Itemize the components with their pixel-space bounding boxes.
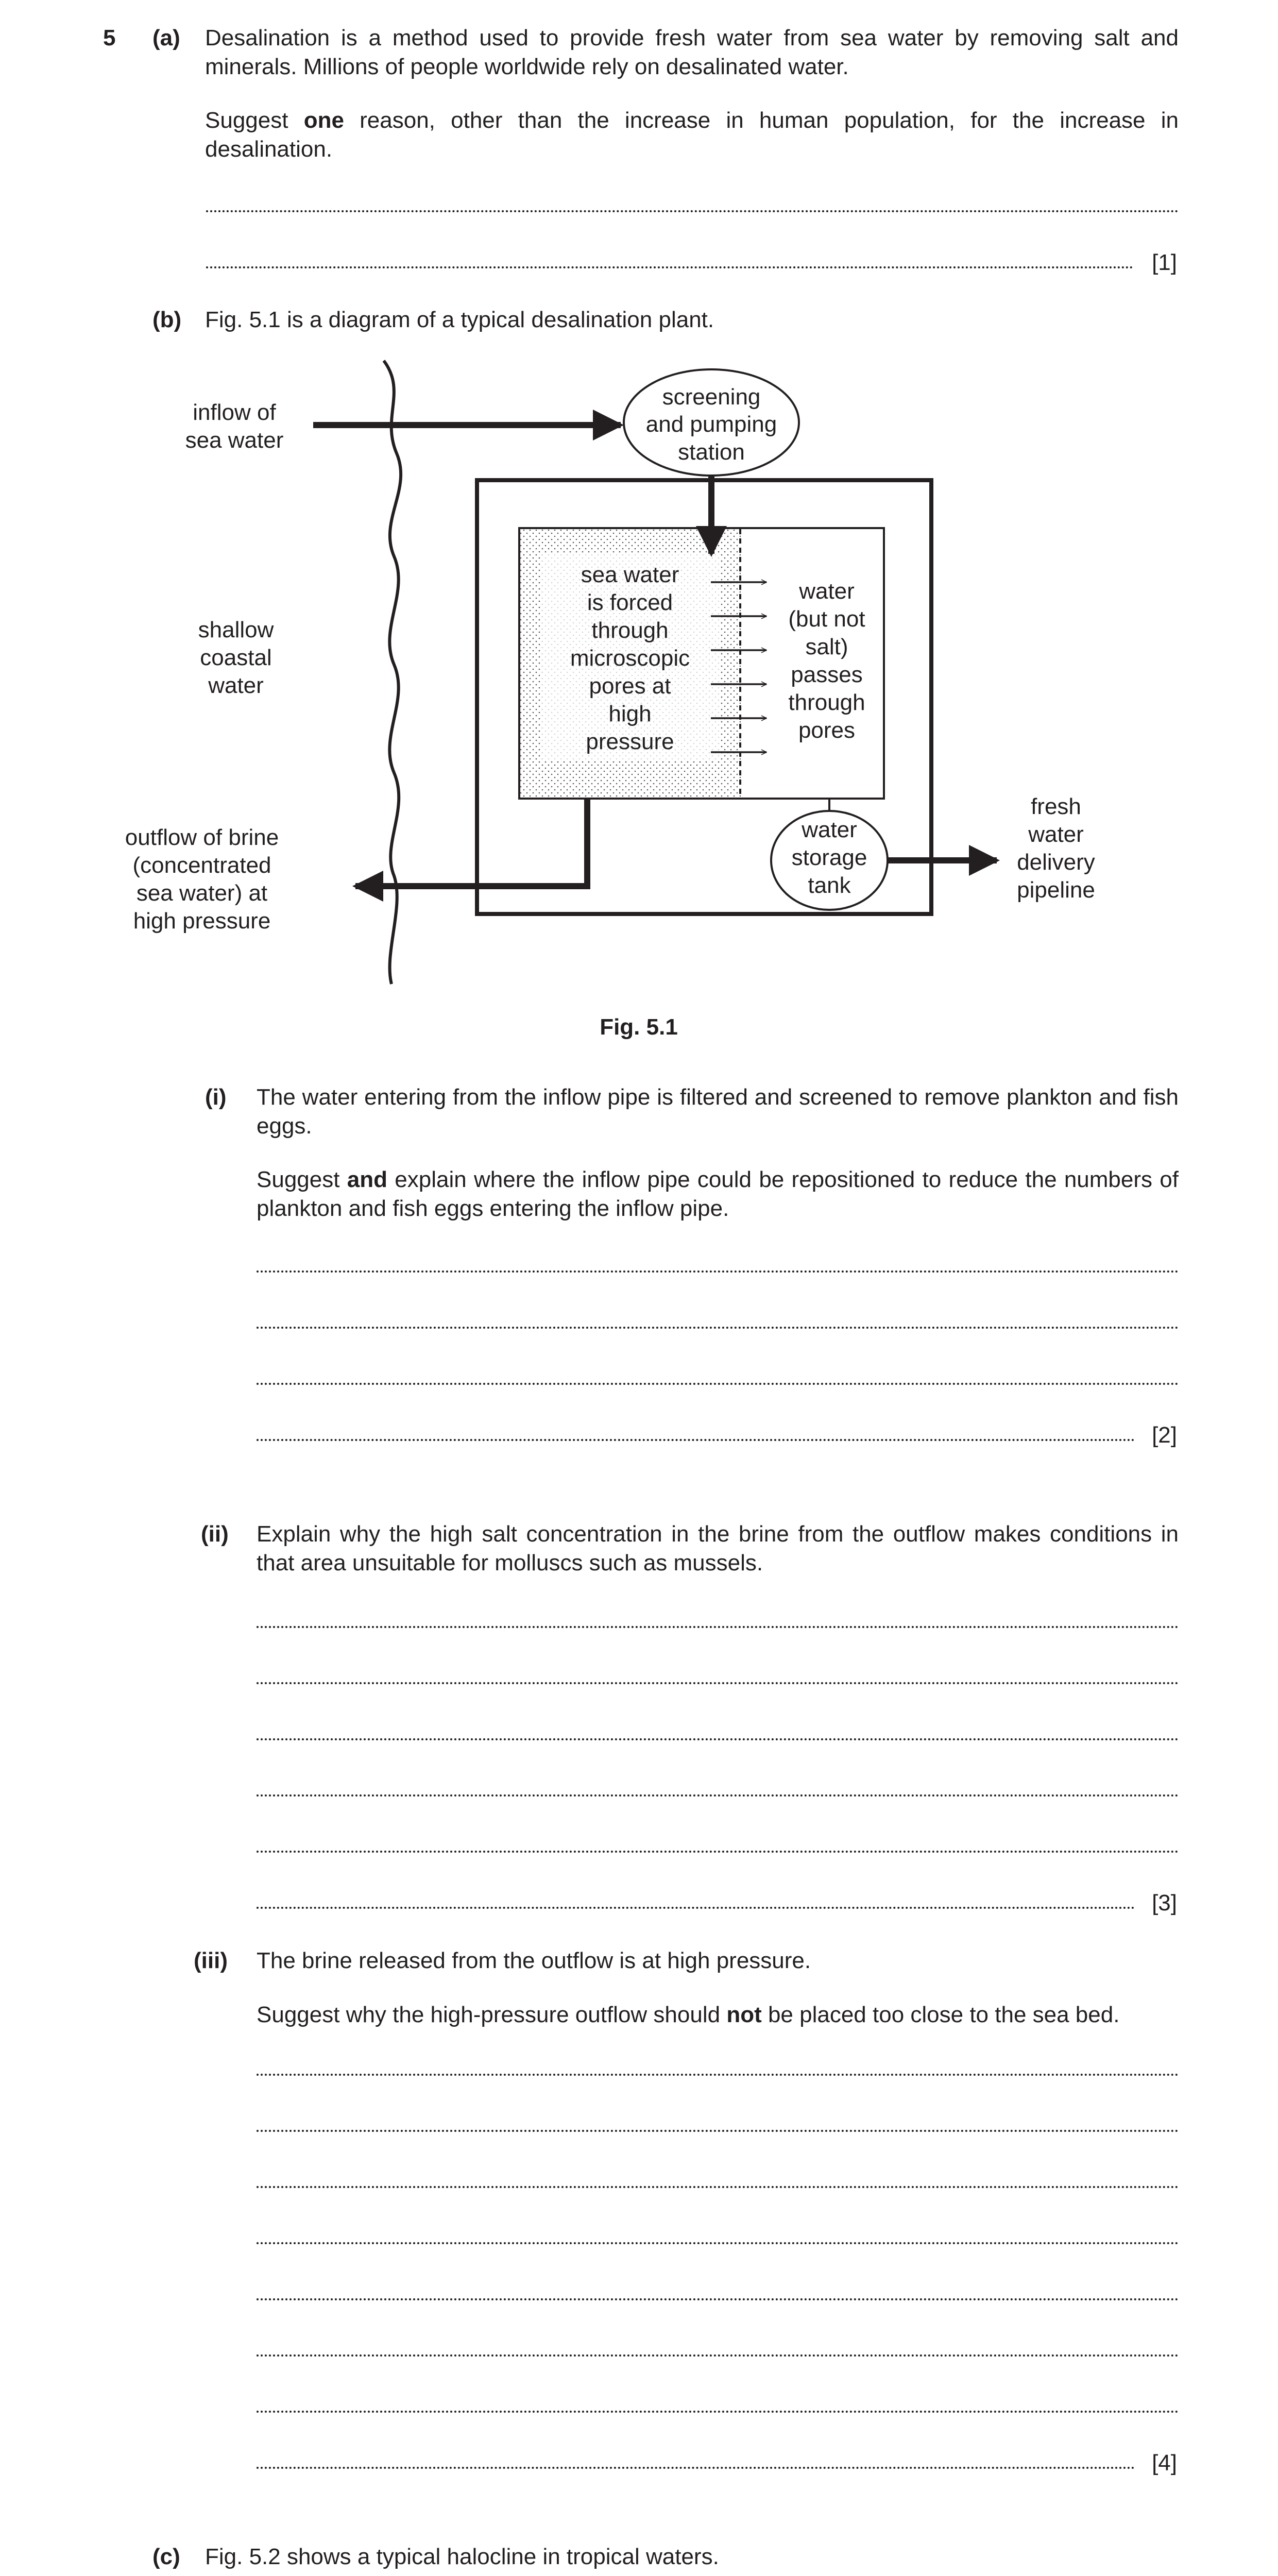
answer-line[interactable] [257,1851,1179,1853]
answer-line[interactable] [257,1270,1179,1273]
desalination-plant-diagram [0,0,1278,1030]
label-tank: water [802,817,857,842]
part-a-marks: [1] [1152,250,1177,275]
answer-line[interactable] [257,1738,1179,1740]
label-inflow: inflow of [193,400,276,425]
label-brine-outflow: (concentrated [132,853,271,878]
part-c-intro: Fig. 5.2 shows a typical halocline in tropical waters. [205,2544,719,2569]
part-b-iii-label: (iii) [194,1948,228,1973]
label-passes: (but not [788,606,865,632]
answer-line[interactable] [257,1439,1135,1441]
answer-line[interactable] [257,2130,1179,2132]
coastline [384,361,401,984]
answer-line[interactable] [257,2354,1179,2357]
label-forced: high [608,701,652,726]
part-b-ii-marks: [3] [1152,1890,1177,1916]
label-forced: is forced [587,590,673,615]
part-a-prompt: Suggest one reason, other than the increase in human population, for the increase in desalination. [205,108,1179,162]
answer-line[interactable] [257,2074,1179,2076]
label-tank: storage [791,845,867,870]
label-passes: through [788,690,865,715]
answer-line[interactable] [257,1626,1179,1628]
answer-line[interactable] [257,2186,1179,2188]
answer-line[interactable] [257,2467,1135,2469]
answer-line[interactable] [257,1327,1179,1329]
label-passes: passes [791,662,863,687]
answer-line[interactable] [257,1383,1179,1385]
label-coastal-water: coastal [200,645,272,670]
label-fresh-water: delivery [1017,850,1095,875]
answer-line[interactable] [257,2411,1179,2413]
answer-line[interactable] [257,1907,1135,1909]
answer-line[interactable] [257,2242,1179,2244]
part-b-i-prompt: Suggest and explain where the inflow pipe could be repositioned to reduce the numbers of plankton and fish eggs entering the inflow pipe. [257,1167,1179,1221]
label-coastal-water: shallow [198,617,274,642]
part-b-ii-label: (ii) [201,1521,229,1547]
part-b-i-marks: [2] [1152,1422,1177,1448]
part-b-i-label: (i) [205,1084,227,1110]
label-coastal-water: water [208,673,264,698]
part-b-ii-text: Explain why the high salt concentration in the brine from the outflow makes conditions in that area unsuitable for molluscs such as mussels. [257,1521,1179,1575]
label-brine-outflow: outflow of brine [125,825,279,850]
answer-line[interactable] [257,1794,1179,1797]
part-b-iii-prompt: Suggest why the high-pressure outflow should not be placed too close to the sea bed. [257,2002,1120,2027]
label-fresh-water: fresh [1031,794,1081,819]
answer-line[interactable] [257,1682,1179,1684]
part-b-iii-marks: [4] [1152,2450,1177,2476]
label-forced: pores at [589,673,671,699]
label-forced: microscopic [570,646,690,671]
fig-5-1-caption: Fig. 5.1 [600,1014,678,1040]
label-screening: and pumping [645,412,777,437]
part-a-label: (a) [152,25,180,50]
label-forced: pressure [586,729,674,754]
label-inflow: sea water [185,428,284,453]
label-passes: pores [798,718,856,743]
part-b-intro: Fig. 5.1 is a diagram of a typical desalination plant. [205,307,714,332]
part-b-iii-text: The brine released from the outflow is at high pressure. [257,1948,811,1973]
part-b-i-text: The water entering from the inflow pipe is filtered and screened to remove plankton and fish eggs. [257,1084,1179,1139]
label-tank: tank [808,873,851,898]
label-screening: screening [662,384,761,410]
label-fresh-water: pipeline [1017,877,1095,903]
label-fresh-water: water [1028,822,1084,847]
label-passes: water [799,579,855,604]
part-a-intro: Desalination is a method used to provide fresh water from sea water by removing salt and minerals. Millions of people worldwide rely on desalinated water. [205,25,1179,79]
label-forced: through [591,618,669,643]
part-c-label: (c) [152,2544,180,2569]
label-brine-outflow: high pressure [133,908,271,934]
answer-line[interactable] [257,2298,1179,2300]
label-forced: sea water [581,562,679,587]
brine-outflow-pipe [355,799,587,886]
question-number: 5 [103,25,116,50]
part-b-label: (b) [152,307,182,332]
label-screening: station [678,439,745,465]
label-brine-outflow: sea water) at [136,880,268,906]
label-passes: salt) [805,634,848,659]
